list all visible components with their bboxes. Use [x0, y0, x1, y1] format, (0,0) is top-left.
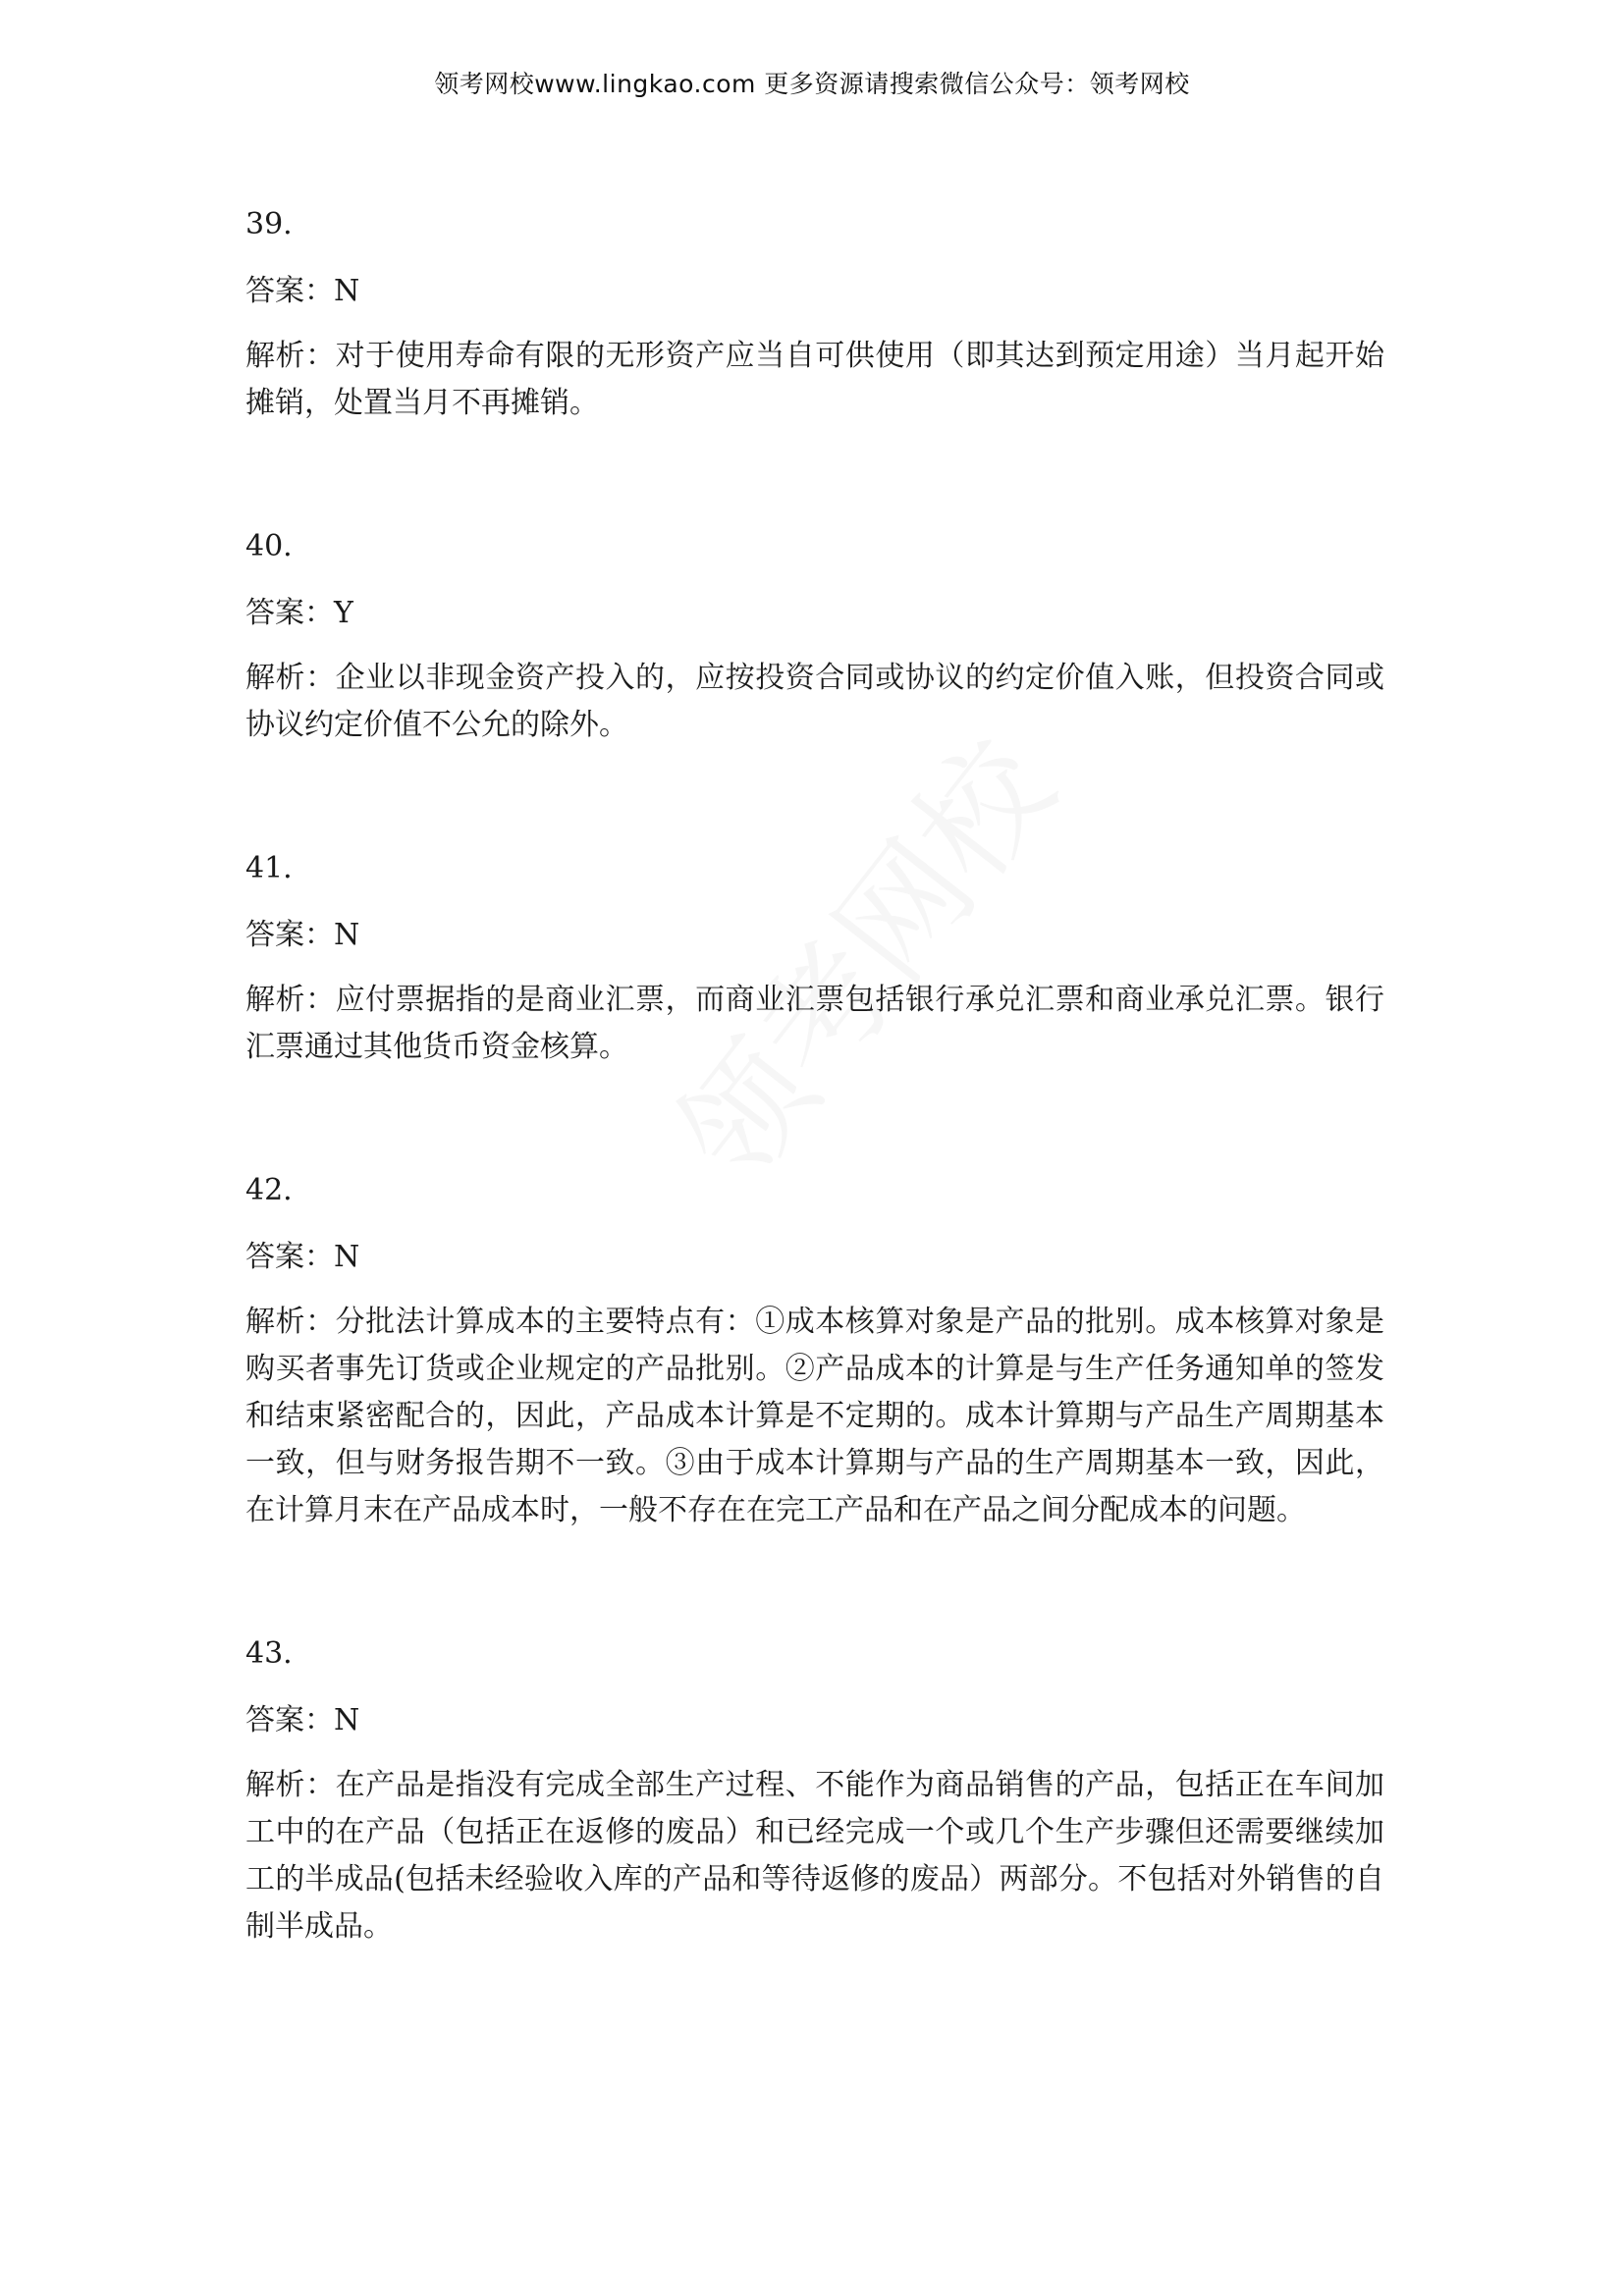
question-answer: 答案：N [245, 1703, 360, 1737]
question-answer: 答案：N [245, 918, 360, 952]
question-analysis: 解析：对于使用寿命有限的无形资产应当自可供使用（即其达到预定用途）当月起开始摊销，处置当月不再摊销。 [245, 339, 1384, 420]
question-answer: 答案：N [245, 1240, 360, 1274]
question-answer: 答案：Y [245, 596, 353, 630]
question-analysis: 解析：企业以非现金资产投入的，应按投资合同或协议的约定价值入账，但投资合同或协议约定价值不公允的除外。 [245, 661, 1384, 742]
question-analysis: 解析：应付票据指的是商业汇票，而商业汇票包括银行承兑汇票和商业承兑汇票。银行汇票通过其他货币资金核算。 [245, 983, 1384, 1064]
question-40 [245, 523, 1384, 749]
question-number: 42. [245, 1173, 293, 1207]
page-header: 领考网校www.lingkao.com 更多资源请搜索微信公众号：领考网校 [434, 70, 1190, 98]
question-number: 40. [245, 529, 293, 563]
question-39 [245, 201, 1384, 427]
answer-list [245, 201, 1384, 1950]
question-number: 41. [245, 851, 293, 885]
question-42 [245, 1167, 1384, 1534]
question-41 [245, 845, 1384, 1071]
question-number: 39. [245, 207, 293, 241]
question-43 [245, 1630, 1384, 1950]
question-analysis: 解析：在产品是指没有完成全部生产过程、不能作为商品销售的产品，包括正在车间加工中的在产品（包括正在返修的废品）和已经完成一个或几个生产步骤但还需要继续加工的半成品(包括未经验收入库的产品和等待返修的废品）两部分。不包括对外销售的自制半成品。 [245, 1768, 1384, 1944]
question-answer: 答案：N [245, 274, 360, 308]
question-analysis: 解析：分批法计算成本的主要特点有：①成本核算对象是产品的批别。成本核算对象是购买者事先订货或企业规定的产品批别。②产品成本的计算是与生产任务通知单的签发和结束紧密配合的，因此，产品成本计算是不定期的。成本计算期与产品生产周期基本一致，但与财务报告期不一致。③由于成本计算期与产品的生产周期基本一致，因此，在计算月末在产品成本时，一般不存在在完工产品和在产品之间分配成本的问题。 [245, 1305, 1384, 1527]
question-number: 43. [245, 1636, 293, 1671]
